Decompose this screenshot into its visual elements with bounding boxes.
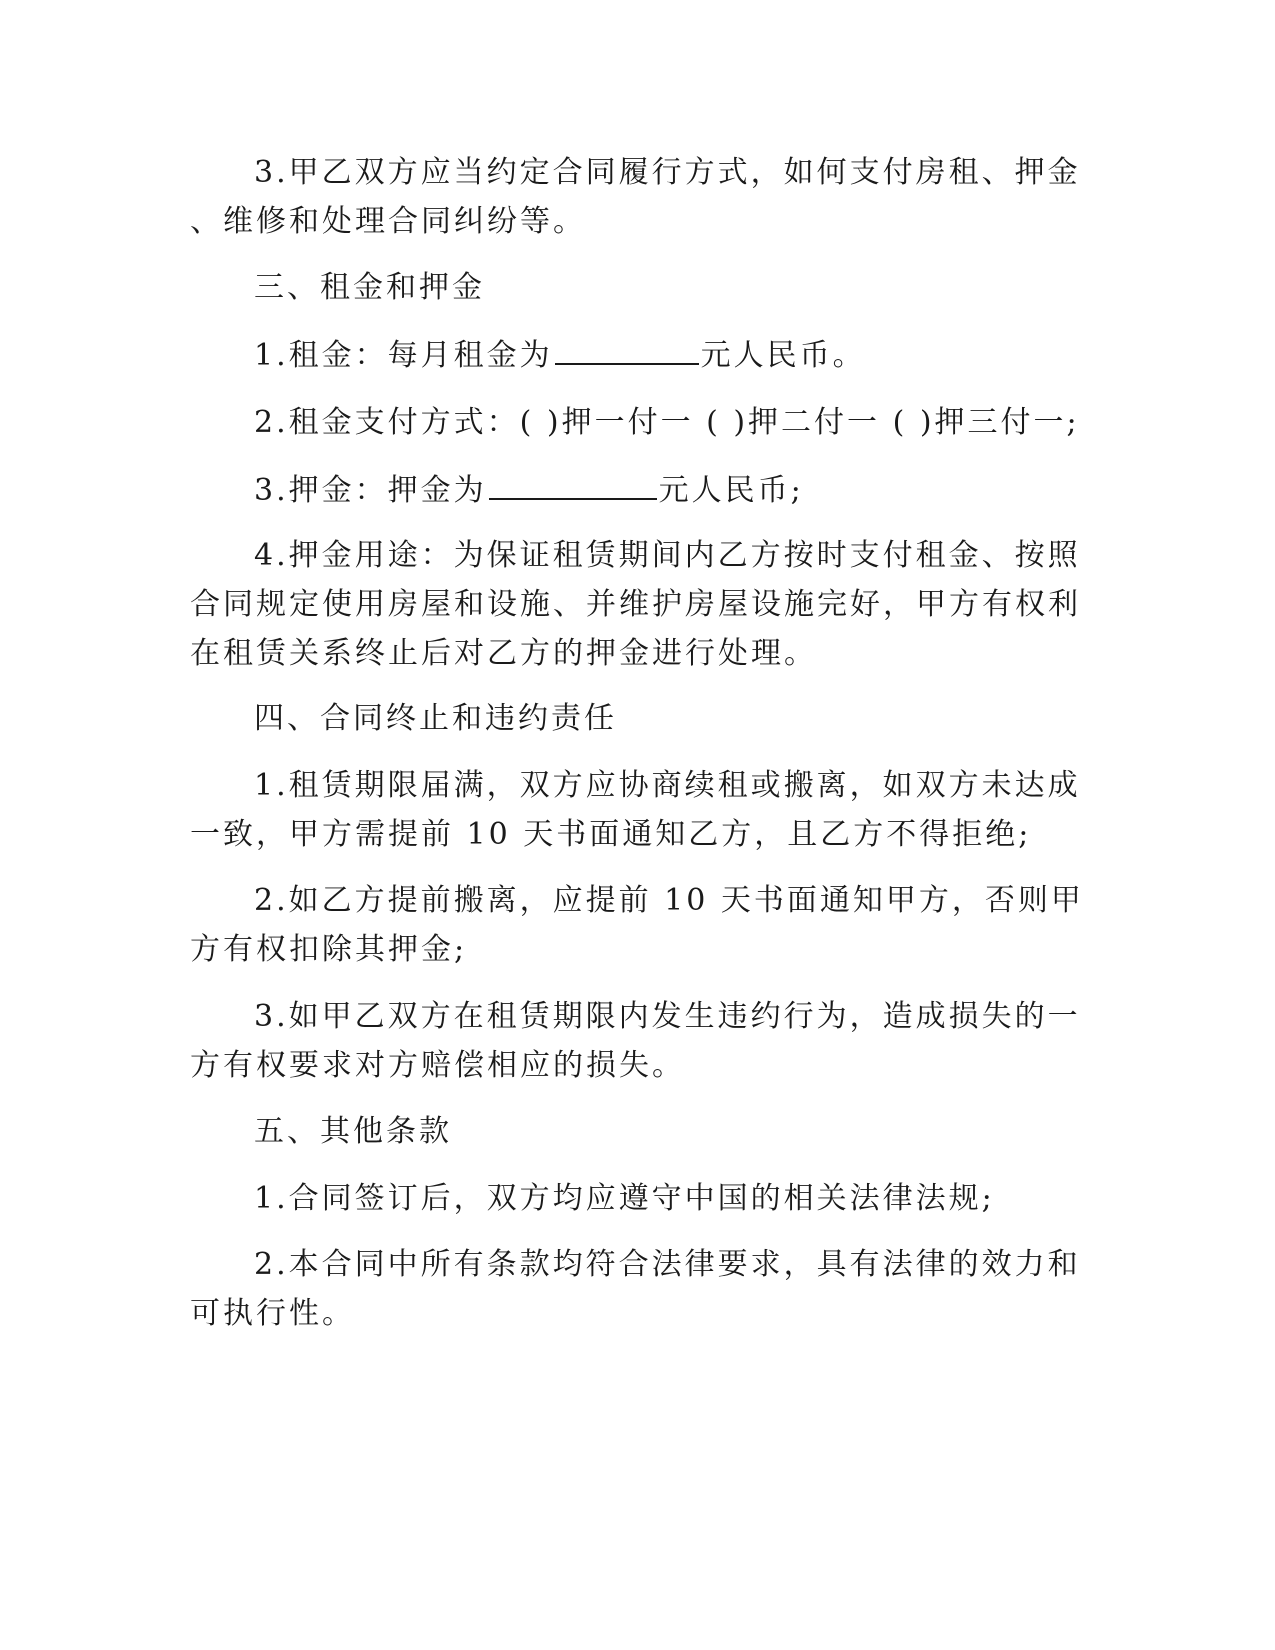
text-line: 4.押金用途：为保证租赁期间内乙方按时支付租金、按照 — [254, 538, 1081, 573]
clause-early-leave — [190, 876, 1090, 974]
clause-3-performance — [190, 148, 1090, 246]
section-title: 三、租金和押金 — [254, 270, 485, 305]
deposit-blank-line — [489, 468, 657, 500]
clause-validity — [190, 1240, 1090, 1338]
deposit-label: 3.押金：押金为 — [254, 473, 487, 508]
clause-rent-amount — [190, 331, 1090, 380]
text-line — [190, 466, 1090, 515]
clause-payment-method — [190, 398, 1090, 447]
section-heading-other — [190, 1107, 1090, 1156]
text-line — [190, 331, 1090, 380]
text-line: 可执行性。 — [190, 1296, 355, 1331]
section-heading-termination — [190, 694, 1090, 743]
clause-deposit-amount — [190, 466, 1090, 515]
text-line: 合同规定使用房屋和设施、并维护房屋设施完好，甲方有权利 — [190, 587, 1081, 622]
clause-law-compliance — [190, 1174, 1090, 1223]
section-title: 五、其他条款 — [254, 1114, 452, 1149]
text-line: 在租赁关系终止后对乙方的押金进行处理。 — [190, 636, 817, 671]
text-line: 1.租赁期限届满，双方应协商续租或搬离，如双方未达成 — [254, 768, 1081, 803]
section-title: 四、合同终止和违约责任 — [254, 701, 617, 736]
text-line: 1.合同签订后，双方均应遵守中国的相关法律法规; — [254, 1181, 995, 1216]
text-line: 方有权扣除其押金; — [190, 932, 468, 967]
text-line: 、维修和处理合同纠纷等。 — [190, 204, 586, 239]
text-line: 3.如甲乙双方在租赁期限内发生违约行为，造成损失的一 — [254, 999, 1081, 1034]
deposit-unit: 元人民币; — [658, 473, 804, 508]
text-line: 2.本合同中所有条款均符合法律要求，具有法律的效力和 — [254, 1247, 1081, 1282]
section-heading-rent-deposit — [190, 263, 1090, 312]
text-line: 3.甲乙双方应当约定合同履行方式，如何支付房租、押金 — [254, 155, 1081, 190]
clause-term-expiry — [190, 761, 1090, 859]
clause-breach — [190, 992, 1090, 1090]
rent-label: 1.租金：每月租金为 — [254, 338, 553, 373]
text-line: 一致，甲方需提前 10 天书面通知乙方，且乙方不得拒绝; — [190, 817, 1032, 852]
text-line: 方有权要求对方赔偿相应的损失。 — [190, 1048, 685, 1083]
rent-blank-line — [555, 333, 699, 365]
clause-deposit-use — [190, 531, 1090, 678]
text-line: 2.如乙方提前搬离，应提前 10 天书面通知甲方，否则甲 — [254, 883, 1084, 918]
rent-unit: 元人民币。 — [700, 338, 866, 373]
text-line: 2.租金支付方式：( )押一付一 ( )押二付一 ( )押三付一; — [254, 405, 1080, 440]
